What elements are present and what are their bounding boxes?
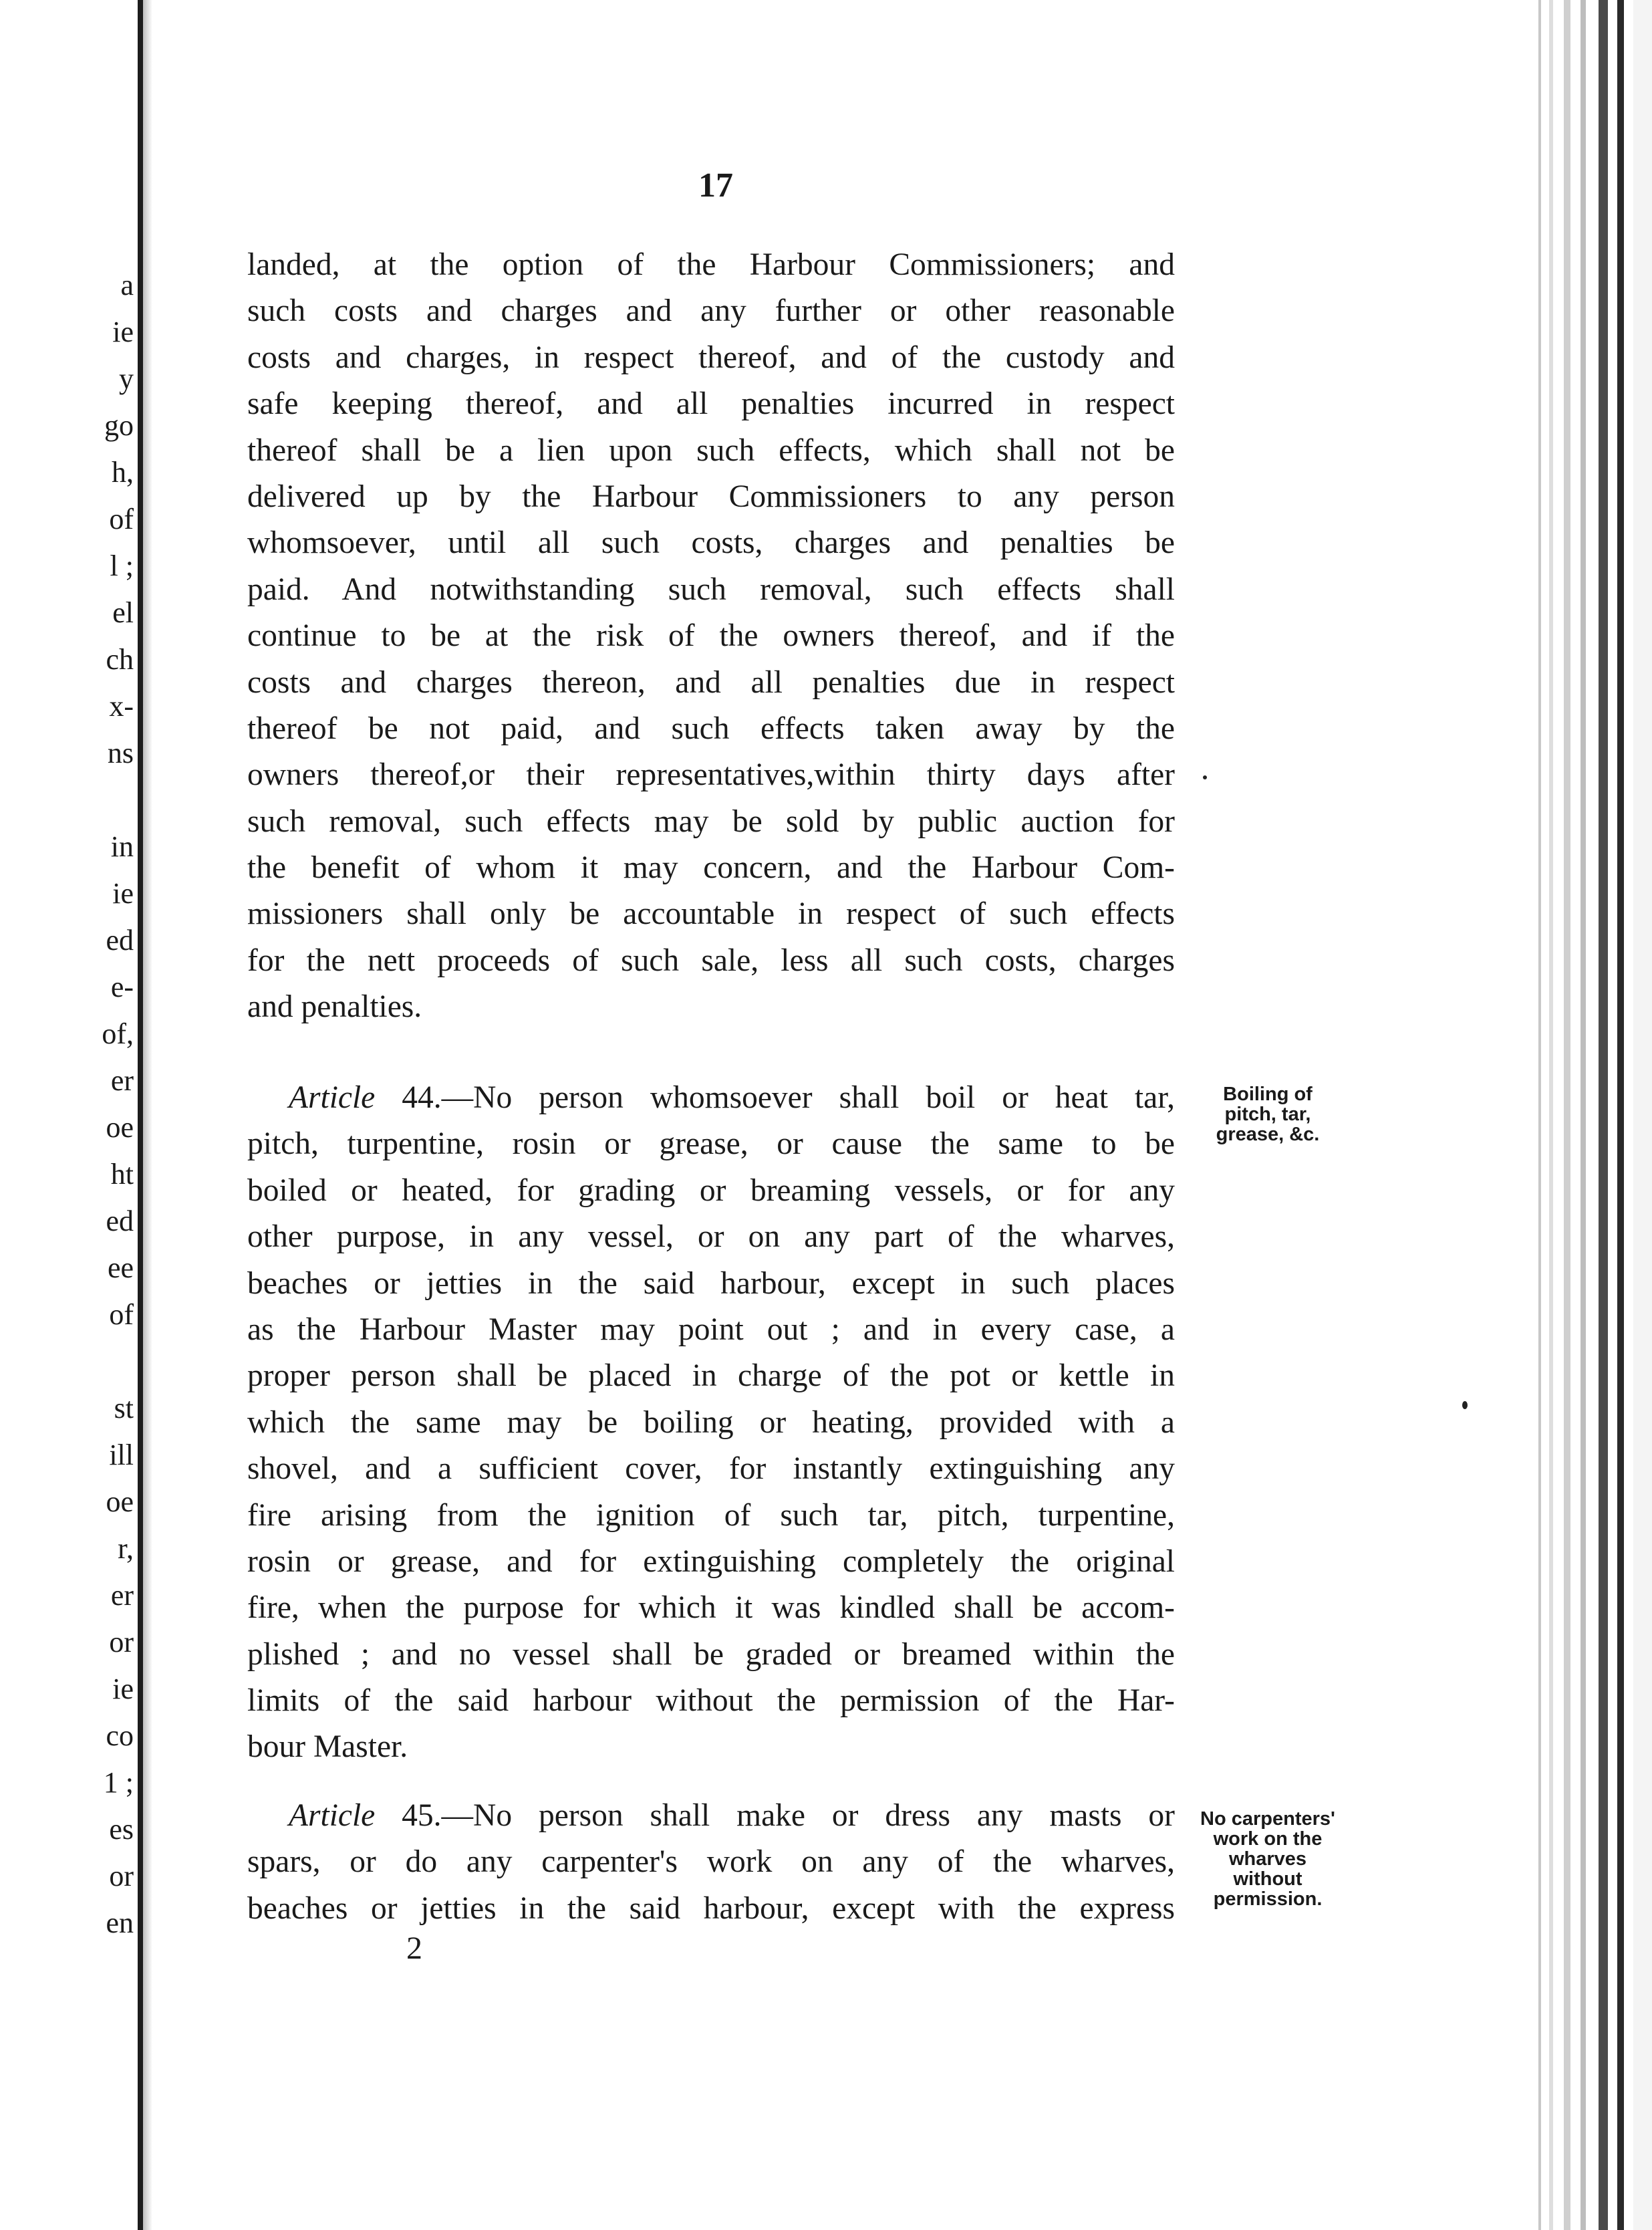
text-line: plished ; and no vessel shall be graded or breamed within the bbox=[247, 1636, 1175, 1672]
facing-fragment: oe bbox=[106, 1111, 134, 1144]
text-line: and penalties. bbox=[247, 989, 422, 1025]
facing-fragment: ie bbox=[112, 316, 134, 348]
page-edge bbox=[1617, 0, 1624, 2230]
page-edge bbox=[1564, 0, 1570, 2230]
facing-fragment: ed bbox=[106, 924, 134, 957]
text-line: the benefit of whom it may concern, and the Harbour Com- bbox=[247, 850, 1175, 886]
text-line: landed, at the option of the Harbour Commissioners; and bbox=[247, 247, 1175, 282]
facing-fragment: ie bbox=[112, 1672, 134, 1705]
facing-fragment: of bbox=[109, 1298, 134, 1331]
facing-fragment: h, bbox=[112, 456, 134, 489]
facing-fragment: of, bbox=[102, 1017, 134, 1050]
sidenote-no-carpenters-work bbox=[1184, 1809, 1351, 1909]
page-edge bbox=[1580, 0, 1586, 2230]
sidenote-line: Boiling of bbox=[1223, 1084, 1313, 1105]
facing-fragment: el bbox=[112, 596, 134, 629]
article-44 bbox=[247, 1075, 1175, 1771]
page-gutter-shadow bbox=[143, 0, 152, 2230]
text-line: other purpose, in any vessel, or on any part of the wharves, bbox=[247, 1219, 1175, 1255]
page-edge bbox=[1599, 0, 1608, 2230]
article-44-opening: 44.—No person whomsoever shall boil or heat tar, bbox=[375, 1080, 1175, 1115]
facing-fragment: or bbox=[109, 1626, 134, 1658]
text-line: costs and charges, in respect thereof, and of the custody and bbox=[247, 340, 1175, 375]
facing-fragment bbox=[0, 777, 134, 824]
facing-fragment: y bbox=[119, 362, 134, 395]
article-45-first-line bbox=[247, 1793, 1175, 1839]
facing-fragment: ht bbox=[110, 1158, 134, 1191]
text-line: shovel, and a sufficient cover, for instantly extinguishing any bbox=[247, 1451, 1175, 1487]
text-line: proper person shall be placed in charge of the pot or kettle in bbox=[247, 1358, 1175, 1394]
text-line: whomsoever, until all such costs, charges and penalties be bbox=[247, 525, 1175, 561]
paragraph-continuation bbox=[247, 242, 1175, 1031]
facing-fragment: ee bbox=[107, 1251, 134, 1284]
page-edge bbox=[1633, 0, 1652, 2230]
article-44-first-line bbox=[247, 1075, 1175, 1121]
facing-fragment: co bbox=[106, 1719, 134, 1752]
facing-fragment: ed bbox=[106, 1205, 134, 1237]
facing-fragment: a bbox=[120, 269, 134, 301]
article-45 bbox=[247, 1793, 1175, 1932]
scan-speck bbox=[1462, 1401, 1468, 1409]
text-line: delivered up by the Harbour Commissioners to any person bbox=[247, 479, 1175, 514]
text-line: thereof be not paid, and such effects taken away by the bbox=[247, 711, 1175, 746]
facing-fragment: ns bbox=[107, 737, 134, 769]
text-line: such removal, such effects may be sold by public auction for bbox=[247, 803, 1175, 839]
facing-fragment: l ; bbox=[110, 549, 134, 582]
text-line: beaches or jetties in the said harbour, except with the express bbox=[247, 1890, 1175, 1926]
facing-fragment: ill bbox=[109, 1439, 134, 1471]
facing-fragment bbox=[0, 1338, 134, 1385]
text-line: boiled or heated, for grading or breaming vessels, or for any bbox=[247, 1172, 1175, 1208]
facing-fragment: in bbox=[110, 830, 134, 863]
facing-fragment: en bbox=[106, 1906, 134, 1939]
facing-page-fragments bbox=[0, 262, 134, 1947]
text-line: which the same may be boiling or heating, provided with a bbox=[247, 1404, 1175, 1440]
text-line: costs and charges thereon, and all penalties due in respect bbox=[247, 664, 1175, 700]
article-45-opening: 45.—No person shall make or dress any masts or bbox=[375, 1798, 1175, 1833]
sidenote-boiling-of-pitch bbox=[1184, 1084, 1351, 1144]
page-edge bbox=[1538, 0, 1541, 2230]
article-label: Article bbox=[289, 1798, 376, 1833]
text-line: spars, or do any carpenter's work on any of the wharves, bbox=[247, 1844, 1175, 1880]
text-line: such costs and charges and any further or other reasonable bbox=[247, 293, 1175, 329]
text-line: fire arising from the ignition of such tar, pitch, turpentine, bbox=[247, 1497, 1175, 1533]
text-line: for the nett proceeds of such sale, less all such costs, charges bbox=[247, 943, 1175, 978]
facing-fragment: oe bbox=[106, 1485, 134, 1518]
text-line: limits of the said harbour without the permission of the Har- bbox=[247, 1683, 1175, 1719]
text-line: pitch, turpentine, rosin or grease, or cause the same to be bbox=[247, 1126, 1175, 1162]
facing-fragment: es bbox=[109, 1813, 134, 1846]
sidenote-line: work on the bbox=[1213, 1828, 1323, 1850]
facing-fragment: x- bbox=[109, 690, 134, 723]
text-line: rosin or grease, and for extinguishing completely the original bbox=[247, 1543, 1175, 1579]
text-line: thereof shall be a lien upon such effects, which shall not be bbox=[247, 432, 1175, 468]
sidenote-line: wharves bbox=[1228, 1848, 1307, 1870]
sidenote-line: pitch, tar, bbox=[1224, 1104, 1311, 1125]
page-number: 17 bbox=[698, 166, 733, 205]
page-gutter-line bbox=[138, 0, 143, 2230]
facing-fragment: of bbox=[109, 503, 134, 535]
text-line: continue to be at the risk of the owners thereof, and if the bbox=[247, 618, 1175, 654]
sidenote-line: without bbox=[1233, 1868, 1302, 1890]
text-line: as the Harbour Master may point out ; and in every case, a bbox=[247, 1312, 1175, 1347]
article-label: Article bbox=[289, 1080, 376, 1115]
text-line: beaches or jetties in the said harbour, except in such places bbox=[247, 1265, 1175, 1301]
facing-fragment: ch bbox=[106, 643, 134, 676]
scan-speck bbox=[1203, 775, 1207, 779]
facing-fragment: r, bbox=[118, 1532, 134, 1565]
signature-mark: 2 bbox=[406, 1931, 422, 1966]
facing-fragment: er bbox=[110, 1579, 134, 1612]
facing-fragment: er bbox=[110, 1064, 134, 1097]
sidenote-line: grease, &c. bbox=[1216, 1124, 1320, 1145]
text-line: safe keeping thereof, and all penalties incurred in respect bbox=[247, 386, 1175, 422]
text-line: missioners shall only be accountable in respect of such effects bbox=[247, 896, 1175, 932]
page-edge bbox=[1549, 0, 1553, 2230]
facing-fragment: e- bbox=[110, 971, 134, 1003]
facing-fragment: 1 ; bbox=[103, 1766, 134, 1799]
sidenote-line: No carpenters' bbox=[1200, 1808, 1335, 1830]
text-line: paid. And notwithstanding such removal, such effects shall bbox=[247, 572, 1175, 607]
facing-fragment: go bbox=[104, 409, 134, 442]
text-line: bour Master. bbox=[247, 1729, 408, 1765]
text-line: owners thereof,or their representatives,within thirty days after bbox=[247, 757, 1175, 793]
facing-fragment: or bbox=[109, 1860, 134, 1892]
facing-fragment: ie bbox=[112, 877, 134, 910]
facing-fragment: st bbox=[114, 1392, 134, 1424]
sidenote-line: permission. bbox=[1213, 1888, 1323, 1910]
text-line: fire, when the purpose for which it was kindled shall be accom- bbox=[247, 1590, 1175, 1626]
